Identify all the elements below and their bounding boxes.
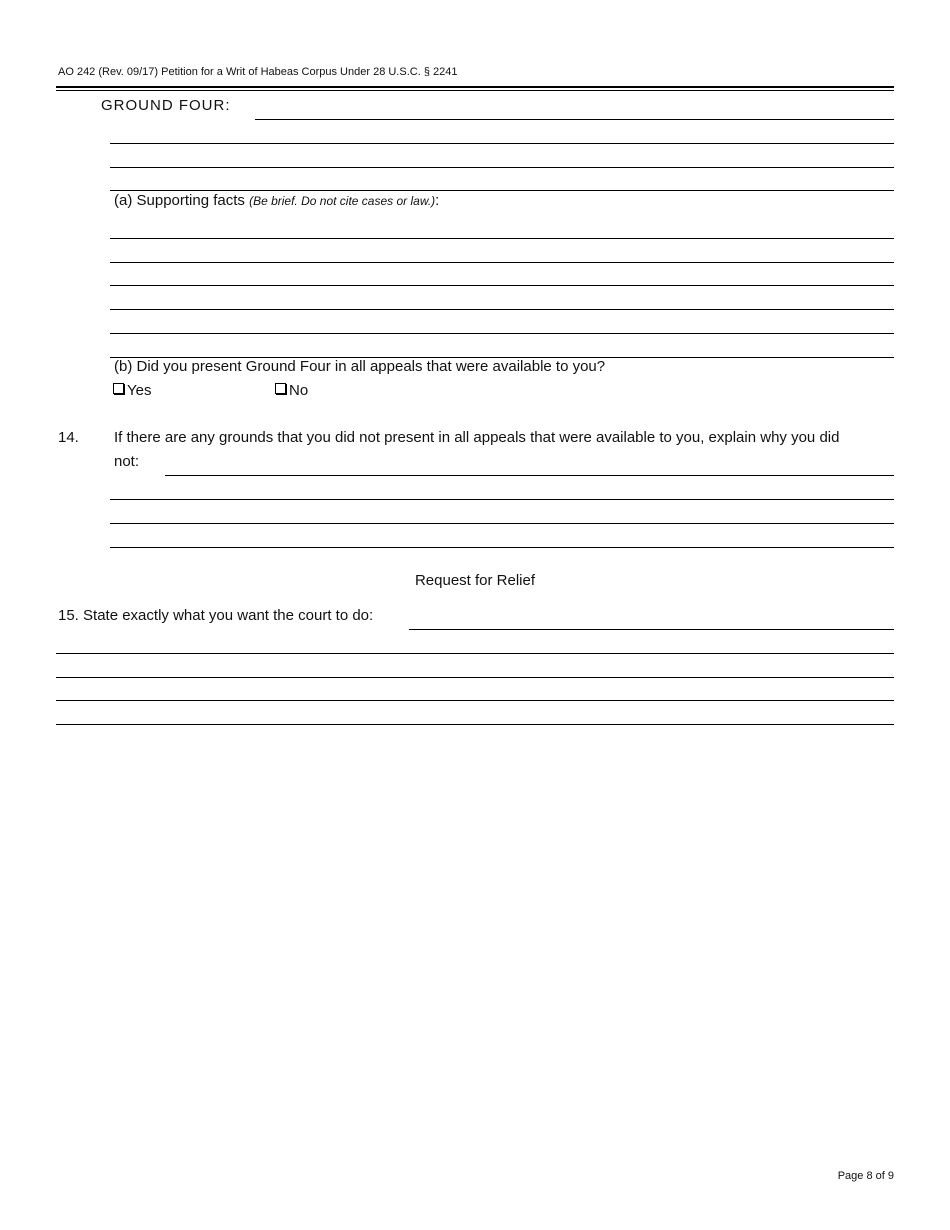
item-14-text-line2: not:	[114, 453, 140, 470]
yes-option[interactable]	[113, 382, 151, 399]
supporting-facts-line-4[interactable]	[110, 309, 894, 310]
form-header: AO 242 (Rev. 09/17) Petition for a Writ of Habeas Corpus Under 28 U.S.C. § 2241	[58, 66, 458, 78]
ground-four-input-line[interactable]	[255, 119, 894, 120]
item-15-line-5[interactable]	[56, 724, 894, 725]
supporting-facts-line-2[interactable]	[110, 262, 894, 263]
item-14-text-line1: If there are any grounds that you did not present in all appeals that were available to you, explain why you did	[114, 429, 840, 446]
no-option[interactable]	[275, 382, 308, 399]
supporting-facts-line-5[interactable]	[110, 333, 894, 334]
item-14-number: 14.	[58, 429, 79, 446]
item-14-line-3[interactable]	[110, 523, 894, 524]
supporting-facts-colon: :	[435, 192, 440, 209]
no-checkbox[interactable]	[275, 383, 286, 394]
item-15-input-line-1[interactable]	[409, 629, 894, 630]
item-14-line-4[interactable]	[110, 547, 894, 548]
item-14-input-line-1[interactable]	[165, 475, 894, 476]
appeal-question: (b) Did you present Ground Four in all appeals that were available to you?	[114, 358, 606, 375]
supporting-facts-line-1[interactable]	[110, 238, 894, 239]
supporting-facts-text: (a) Supporting facts	[114, 192, 245, 209]
supporting-facts-note: (Be brief. Do not cite cases or law.)	[249, 194, 436, 208]
ground-four-line-2[interactable]	[110, 143, 894, 144]
yes-label: Yes	[127, 382, 152, 399]
ground-four-label: GROUND FOUR:	[101, 97, 231, 114]
no-label: No	[289, 382, 309, 399]
header-rule-top	[56, 86, 894, 88]
item-15-text: 15. State exactly what you want the court to do:	[58, 607, 374, 624]
ground-four-line-4[interactable]	[110, 190, 894, 191]
yes-checkbox[interactable]	[113, 383, 124, 394]
relief-heading: Request for Relief	[414, 572, 536, 589]
ground-four-line-3[interactable]	[110, 167, 894, 168]
supporting-facts-label	[114, 192, 439, 209]
item-15-line-4[interactable]	[56, 700, 894, 701]
page-number: Page 8 of 9	[837, 1170, 894, 1182]
item-14-line-2[interactable]	[110, 499, 894, 500]
header-rule-bottom	[56, 90, 894, 91]
supporting-facts-line-3[interactable]	[110, 285, 894, 286]
item-15-line-2[interactable]	[56, 653, 894, 654]
item-15-line-3[interactable]	[56, 677, 894, 678]
